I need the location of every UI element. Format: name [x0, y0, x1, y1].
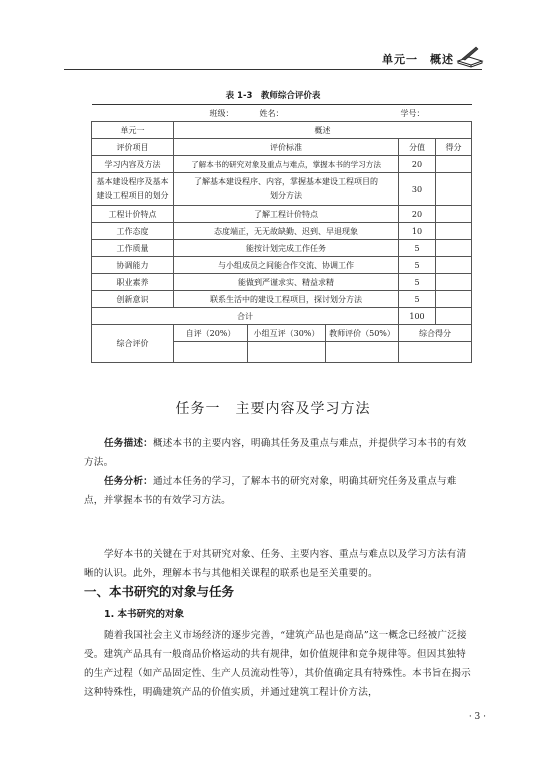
- name-label: 姓名：: [248, 105, 399, 122]
- row-score: 20: [399, 206, 436, 223]
- table-row: [92, 257, 472, 274]
- self-eval-header: 自评（20%）: [174, 325, 248, 342]
- row-item: 基本建设程序及基本建设工程项目的划分: [92, 173, 174, 206]
- row-score: 5: [399, 257, 436, 274]
- table-total-row: [92, 308, 472, 325]
- intro-paragraph: [84, 545, 474, 583]
- row-criteria: 联系生活中的建设工程项目，探讨划分方法: [174, 291, 399, 308]
- table-row: [92, 173, 472, 206]
- row-score: 5: [399, 291, 436, 308]
- row-result: [436, 291, 472, 308]
- row-criteria: 能按计划完成工作任务: [174, 240, 399, 257]
- page-number: · 3 ·: [468, 712, 486, 722]
- student-id-label: 学号：: [399, 105, 472, 122]
- total-label: 合计: [92, 308, 399, 325]
- row-item: 工作态度: [92, 223, 174, 240]
- row-score: 5: [399, 240, 436, 257]
- teacher-eval-value: [326, 342, 399, 363]
- row-criteria: 了解本书的研究对象及重点与难点，掌握本书的学习方法: [174, 156, 399, 173]
- row-score: 10: [399, 223, 436, 240]
- self-eval-value: [174, 342, 248, 363]
- summary-label: 综合评价: [92, 325, 174, 363]
- total-result: [436, 308, 472, 325]
- row-item: 工作质量: [92, 240, 174, 257]
- table-info-row: [92, 105, 472, 122]
- row-result: [436, 206, 472, 223]
- teacher-evaluation-table: [91, 104, 472, 363]
- table-row: [92, 240, 472, 257]
- unit-title: 单元一 概述: [382, 53, 454, 66]
- table-row: [92, 274, 472, 291]
- row-result: [436, 257, 472, 274]
- row-result: [436, 173, 472, 206]
- row-score: 30: [399, 173, 436, 206]
- row-item: 协调能力: [92, 257, 174, 274]
- running-header: [0, 44, 546, 70]
- header-result: 得分: [436, 139, 472, 156]
- task-analysis: [84, 472, 474, 510]
- unit-cell: 单元一: [92, 122, 174, 139]
- class-label: 班级：: [92, 105, 248, 122]
- row-item: 工程计价特点: [92, 206, 174, 223]
- row-criteria: 态度端正，无无故缺勤、迟到、早退现象: [174, 223, 399, 240]
- header-rule: [64, 69, 482, 70]
- total-value: 100: [399, 308, 436, 325]
- row-result: [436, 274, 472, 291]
- peer-eval-header: 小组互评（30%）: [248, 325, 326, 342]
- row-criteria: 了解工程计价特点: [174, 206, 399, 223]
- subsection-heading: 一、本书研究的对象与任务: [84, 584, 235, 599]
- header-score: 分值: [399, 139, 436, 156]
- task-analysis-label: 任务分析：: [104, 476, 153, 487]
- row-item: 学习内容及方法: [92, 156, 174, 173]
- body-text: 随着我国社会主义市场经济的逐步完善，“建筑产品也是商品”这一概念已经被广泛接受。建筑产品具有一般商品价格运动的共有规律，如价值规律和竞争规律等。但因其独特的生产过程（如产品固定性、生产人员流动性等），其价值确定具有特殊性。本书旨在揭示这种特殊性，明确建筑产品的价值实质，并通过建筑工程计价方法，: [84, 630, 471, 698]
- table-caption: 表 1-3 教师综合评价表: [225, 91, 321, 101]
- table-row: [92, 206, 472, 223]
- teacher-eval-header: 教师评价（50%）: [326, 325, 399, 342]
- row-score: 20: [399, 156, 436, 173]
- task-analysis-text: 通过本任务的学习，了解本书的研究对象，明确其研究任务及重点与难点，并掌握本书的有效学习方法。: [84, 476, 457, 506]
- header-criteria: 评价标准: [174, 139, 399, 156]
- peer-eval-value: [248, 342, 326, 363]
- section-title: 任务一 主要内容及学习方法: [175, 401, 371, 417]
- table-summary-row: [92, 325, 472, 342]
- task-description-text: 概述本书的主要内容，明确其任务及重点与难点，并提供学习本书的有效方法。: [84, 438, 467, 468]
- row-result: [436, 156, 472, 173]
- row-result: [436, 240, 472, 257]
- table-header-row: [92, 139, 472, 156]
- book-pen-icon: [456, 44, 484, 68]
- overall-score-value: [399, 342, 472, 363]
- row-item: 职业素养: [92, 274, 174, 291]
- table-row: [92, 156, 472, 173]
- intro-text: 学好本书的关键在于对其研究对象、任务、主要内容、重点与难点以及学习方法有清晰的认识。此外，理解本书与其他相关课程的联系也是至关重要的。: [84, 549, 467, 579]
- row-criteria: 了解基本建设程序、内容，掌握基本建设工程项目的划分方法: [174, 173, 399, 206]
- table-row: [92, 223, 472, 240]
- unit-name-cell: 概述: [174, 122, 472, 139]
- row-criteria: 与小组成员之间能合作交流、协调工作: [174, 257, 399, 274]
- table-unit-row: [92, 122, 472, 139]
- body-paragraph: [84, 626, 474, 702]
- row-criteria: 能做到严谨求实、精益求精: [174, 274, 399, 291]
- sub-subsection-heading: 1. 本书研究的对象: [104, 609, 185, 620]
- row-score: 5: [399, 274, 436, 291]
- header-item: 评价项目: [92, 139, 174, 156]
- row-result: [436, 223, 472, 240]
- row-item: 创新意识: [92, 291, 174, 308]
- overall-score-header: 综合得分: [399, 325, 472, 342]
- task-description-label: 任务描述：: [104, 438, 153, 449]
- task-description: [84, 434, 474, 472]
- table-row: [92, 291, 472, 308]
